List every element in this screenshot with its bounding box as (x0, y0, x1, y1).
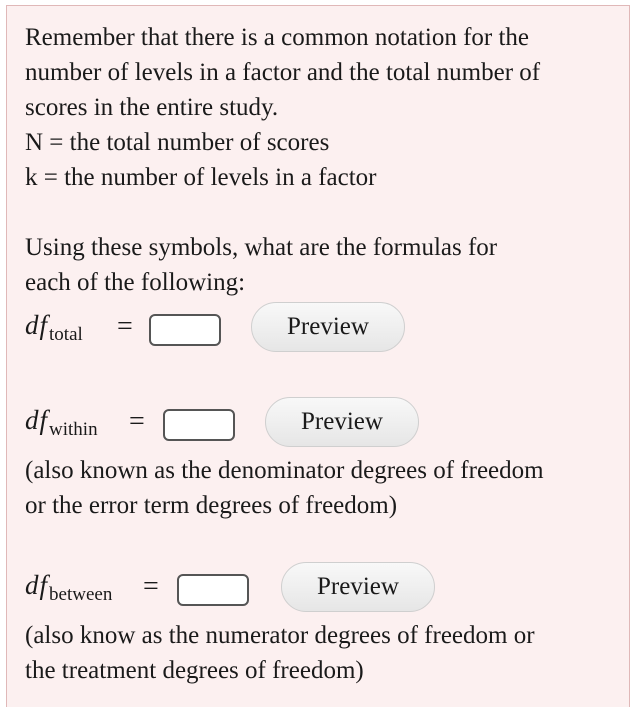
notation-n: N = the total number of scores (25, 129, 330, 156)
equals-sign: = (117, 311, 133, 342)
question-panel (6, 5, 630, 707)
df-between-note-line-2: the treatment degrees of freedom) (25, 657, 364, 684)
df-within-subscript: within (49, 419, 98, 440)
intro-line-2: number of levels in a factor and the total number of (25, 59, 541, 86)
df-total-subscript: total (49, 324, 83, 345)
intro-line-3: scores in the entire study. (25, 94, 279, 121)
intro-line-1: Remember that there is a common notation for the (25, 24, 530, 51)
equals-sign: = (129, 406, 145, 437)
df-total-preview-button[interactable]: Preview (251, 302, 405, 352)
df-symbol: df (25, 405, 49, 435)
df-within-answer-input[interactable] (163, 409, 235, 441)
df-total-answer-input[interactable] (149, 314, 221, 346)
question-line-1: Using these symbols, what are the formulas for (25, 234, 498, 261)
notation-k: k = the number of levels in a factor (25, 164, 377, 191)
df-total-label (25, 310, 83, 345)
df-between-subscript: between (49, 584, 113, 605)
df-within-preview-button[interactable]: Preview (265, 397, 419, 447)
df-between-preview-button[interactable]: Preview (281, 562, 435, 612)
df-symbol: df (25, 310, 49, 340)
df-symbol: df (25, 570, 49, 600)
df-within-note-line-2: or the error term degrees of freedom) (25, 492, 398, 519)
df-between-label (25, 570, 113, 605)
df-between-answer-input[interactable] (177, 574, 249, 606)
df-within-note-line-1: (also known as the denominator degrees of freedom (25, 457, 544, 484)
equals-sign: = (143, 571, 159, 602)
df-within-label (25, 405, 98, 440)
df-between-note-line-1: (also know as the numerator degrees of freedom or (25, 622, 535, 649)
question-line-2: each of the following: (25, 269, 246, 296)
